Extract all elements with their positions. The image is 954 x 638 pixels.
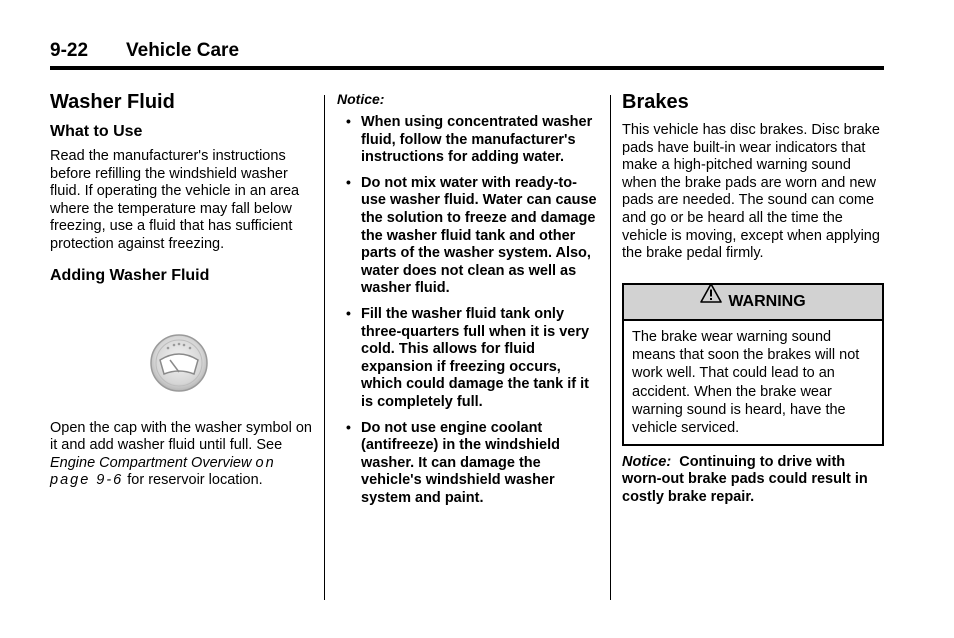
notice-bullet [337,306,599,412]
notice-bullet-text: Do not use engine coolant (antifreeze) in the windshield washer. It can damage the vehicle's windshield washer system and paint. [361,419,560,506]
column-divider-1 [324,95,325,600]
brakes-notice [622,454,884,507]
notice-bullet [337,175,599,298]
washer-fluid-title: Washer Fluid [50,91,175,113]
warning-text: The brake wear warning sound means that soon the brakes will not work well. That could lead to an accident. When the brake wear warning sound is heard, have the vehicle serviced. [632,328,860,437]
warning-triangle-icon [700,282,722,316]
notice-column [337,90,599,515]
bullet-icon: • [346,304,351,321]
bullet-icon: • [346,173,351,190]
open-cap-text-end: for reservoir location. [123,472,263,489]
bullet-icon: • [346,418,351,435]
brakes-notice-label: Notice: [622,453,672,470]
brakes-notice-text: Continuing to drive with worn-out brake pads could result in costly brake repair. [622,453,868,505]
bullet-icon: • [346,113,351,129]
notice-list [337,114,599,507]
notice-bullet-text: When using concentrated washer fluid, follow the manufacturer's instructions for adding water. [361,114,593,166]
what-to-use-text: Read the manufacturer's instructions before refilling the windshield washer fluid. If operating the vehicle in an area where the temperature may fall below freezing, use a fluid that has sufficient protection against freezing. [50,148,300,252]
engine-compartment-link-page[interactable]: on page 9-6 [50,454,276,489]
washer-fluid-column [50,90,312,490]
notice-bullet [337,114,599,167]
engine-compartment-link[interactable]: Engine Compartment Overview [50,454,252,471]
notice-bullet [337,420,599,508]
notice-bullet-text: Fill the washer fluid tank only three-quarters full when it is very cold. This allows for fluid expansion if freezing occurs, which could damage the tank if it is completely full. [361,305,590,410]
column-divider-2 [610,95,611,600]
brakes-title: Brakes [622,91,689,113]
notice-bullet-text: Do not mix water with ready-to-use washer fluid. Water can cause the solution to freeze and damage the washer fluid tank and other parts of the washer system. Also, water does not clean as well as washer fluid. [361,174,597,297]
warning-box [622,283,884,446]
notice-label: Notice: [337,91,385,107]
brakes-column [622,90,884,506]
what-to-use-heading: What to Use [50,123,143,140]
section-title: Vehicle Care [126,40,240,61]
brakes-text: This vehicle has disc brakes. Disc brake pads have built-in wear indicators that make a high-pitched warning sound when the brake pads are worn and new pads are needed. The sound can come and go or be heard all the time the vehicle is moving, except when applying the brake pedal firmly. [622,122,880,262]
warning-label: WARNING [728,292,806,310]
adding-washer-fluid-heading: Adding Washer Fluid [50,266,210,284]
warning-header [624,285,882,321]
open-cap-text-start: Open the cap with the washer symbol on it and add washer fluid until full. See [50,419,312,454]
page-header [50,38,884,70]
open-cap-text [50,420,312,490]
washer-symbol-icon [150,334,208,392]
page-number: 9-22 [50,40,89,61]
